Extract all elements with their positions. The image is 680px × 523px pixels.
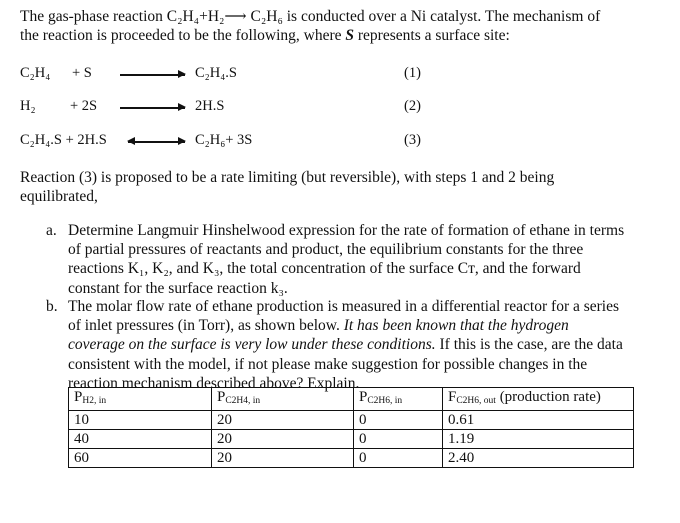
- table-cell: 0: [354, 449, 443, 468]
- table-cell: 0.61: [443, 411, 634, 430]
- header-p-c2h6: $P_{C2H6, in}$: [354, 388, 443, 411]
- question-a: [46, 221, 656, 299]
- reaction-1-product: C₂H₄.S: [195, 65, 237, 81]
- table-cell: 2.40: [443, 449, 634, 468]
- question-a-line-4: constant for the surface reaction k₃.: [68, 279, 288, 297]
- reaction-2-number: (2): [404, 98, 421, 114]
- reaction-1-site: + S: [72, 65, 92, 81]
- reaction-1: [20, 65, 680, 85]
- surface-site-symbol: S: [345, 27, 355, 44]
- table-row: [69, 449, 634, 468]
- reaction-2: [20, 98, 680, 118]
- reaction-1-reactant: C₂H₄: [20, 65, 51, 81]
- forward-arrow-icon: [120, 74, 185, 76]
- rate-limit-note-line-1: Reaction (3) is proposed to be a rate limiting (but reversible), with steps 1 and 2 being: [20, 169, 555, 186]
- table-header-row: [69, 388, 634, 411]
- table-cell: 0: [354, 430, 443, 449]
- reaction-3-reactants: C₂H₄.S + 2H.S: [20, 132, 107, 148]
- question-b-line-5: reaction mechanism described above? Explain.: [68, 374, 360, 392]
- question-b-line-3-italic: coverage on the surface is very low under these conditions.: [68, 336, 436, 354]
- forward-arrow-icon: [120, 107, 185, 109]
- intro-line-2-post: represents a surface site:: [354, 27, 510, 44]
- table-cell: 40: [69, 430, 212, 449]
- reaction-3-products: C₂H₆+ 3S: [195, 132, 253, 148]
- question-b-marker: b.: [46, 298, 58, 315]
- question-b-line-1: The molar flow rate of ethane production is measured in a differential reactor for a series: [68, 298, 620, 315]
- table-row: [69, 411, 634, 430]
- question-b-line-4: consistent with the model, if not please make suggestion for possible changes in the: [68, 355, 588, 373]
- question-b-line-2: [68, 316, 658, 335]
- intro-line-2-pre: the reaction is proceeded to be the following, where: [20, 27, 346, 44]
- question-a-line-1: Determine Langmuir Hinshelwood expression for the rate of formation of ethane in terms: [68, 222, 625, 239]
- reaction-3-number: (3): [404, 132, 421, 148]
- reaction-3: [20, 132, 680, 152]
- question-a-line-2: of partial pressures of reactants and product, the equilibrium constants for the three: [68, 241, 584, 259]
- table-cell: 20: [212, 449, 354, 468]
- inlet-pressure-table: [68, 387, 634, 468]
- table-cell: 0: [354, 411, 443, 430]
- question-b-line-2-italic: It has been known that the hydrogen: [343, 317, 569, 335]
- question-b: [46, 297, 656, 393]
- header-f-c2h6: $F_{C2H6, out}$ (production rate): [443, 388, 634, 411]
- reaction-2-reactant: H₂: [20, 98, 36, 114]
- reversible-arrow-icon: [128, 141, 185, 143]
- reaction-2-site: + 2S: [70, 98, 98, 114]
- intro-line-1: The gas-phase reaction C₂H₄+H₂⟶ C₂H₆ is conducted over a Ni catalyst. The mechanism of: [20, 8, 601, 25]
- table-row: [69, 430, 634, 449]
- reaction-2-product: 2H.S: [195, 98, 225, 114]
- question-b-line-3: [68, 335, 658, 354]
- header-p-h2: $P_{H2, in}$: [69, 388, 212, 411]
- question-b-line-3-post: If this is the case, are the data: [435, 336, 623, 354]
- question-a-line-3: reactions K₁, K₂, and K₃, the total concentration of the surface Cᴛ, and the forward: [68, 260, 581, 278]
- table-cell: 20: [212, 411, 354, 430]
- rate-limit-note-line-2: equilibrated,: [20, 188, 98, 205]
- table-cell: 10: [69, 411, 212, 430]
- question-b-line-2-pre: of inlet pressures (in Torr), as shown below.: [68, 317, 344, 335]
- intro-line-2: [20, 26, 510, 45]
- question-a-marker: a.: [46, 222, 57, 239]
- table-cell: 1.19: [443, 430, 634, 449]
- table-cell: 20: [212, 430, 354, 449]
- reaction-1-number: (1): [404, 65, 421, 81]
- header-p-c2h4: $P_{C2H4, in}$: [212, 388, 354, 411]
- table-cell: 60: [69, 449, 212, 468]
